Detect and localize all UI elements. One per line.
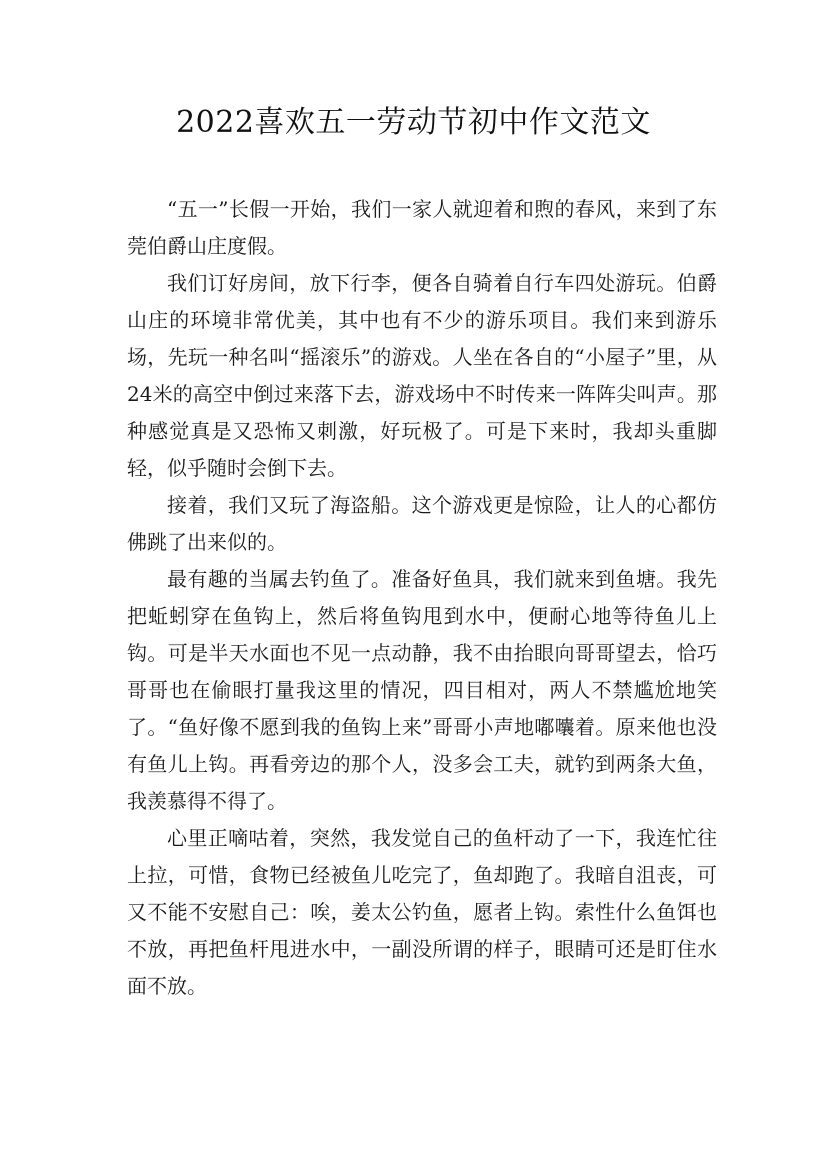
- paragraph-4: 最有趣的当属去钓鱼了。准备好鱼具，我们就来到鱼塘。我先把蚯蚓穿在鱼钩上，然后将鱼钩甩到水中，便耐心地等待鱼儿上钩。可是半天水面也不见一点动静，我不由抬眼向哥哥望去，恰巧哥哥也在偷眼打量我这里的情况，四目相对，两人不禁尴尬地笑了。“鱼好像不愿到我的鱼钩上来”哥哥小声地嘟囔着。原来他也没有鱼儿上钩。再看旁边的那个人，没多会工夫，就钓到两条大鱼，我羡慕得不得了。: [127, 567, 717, 813]
- paragraph-3: 接着，我们又玩了海盗船。这个游戏更是惊险，让人的心都仿佛跳了出来似的。: [127, 493, 717, 554]
- document-body: [127, 191, 717, 1005]
- paragraph-5: 心里正嘀咕着，突然，我发觉自己的鱼杆动了一下，我连忙往上拉，可惜，食物已经被鱼儿吃完了，鱼却跑了。我暗自沮丧，可又不能不安慰自己：唉，姜太公钓鱼，愿者上钩。索性什么鱼饵也不放，再把鱼杆甩进水中，一副没所谓的样子，眼睛可还是盯住水面不放。: [127, 826, 717, 998]
- document-title: 2022喜欢五一劳动节初中作文范文: [176, 105, 651, 140]
- paragraph-2: 我们订好房间，放下行李，便各自骑着自行车四处游玩。伯爵山庄的环境非常优美，其中也有不少的游乐项目。我们来到游乐场，先玩一种名叫“摇滚乐”的游戏。人坐在各自的“小屋子”里，从24米的高空中倒过来落下去，游戏场中不时传来一阵阵尖叫声。那种感觉真是又恐怖又刺激，好玩极了。可是下来时，我却头重脚轻，似乎随时会倒下去。: [127, 271, 717, 480]
- paragraph-1: “五一”长假一开始，我们一家人就迎着和煦的春风，来到了东莞伯爵山庄度假。: [127, 197, 717, 258]
